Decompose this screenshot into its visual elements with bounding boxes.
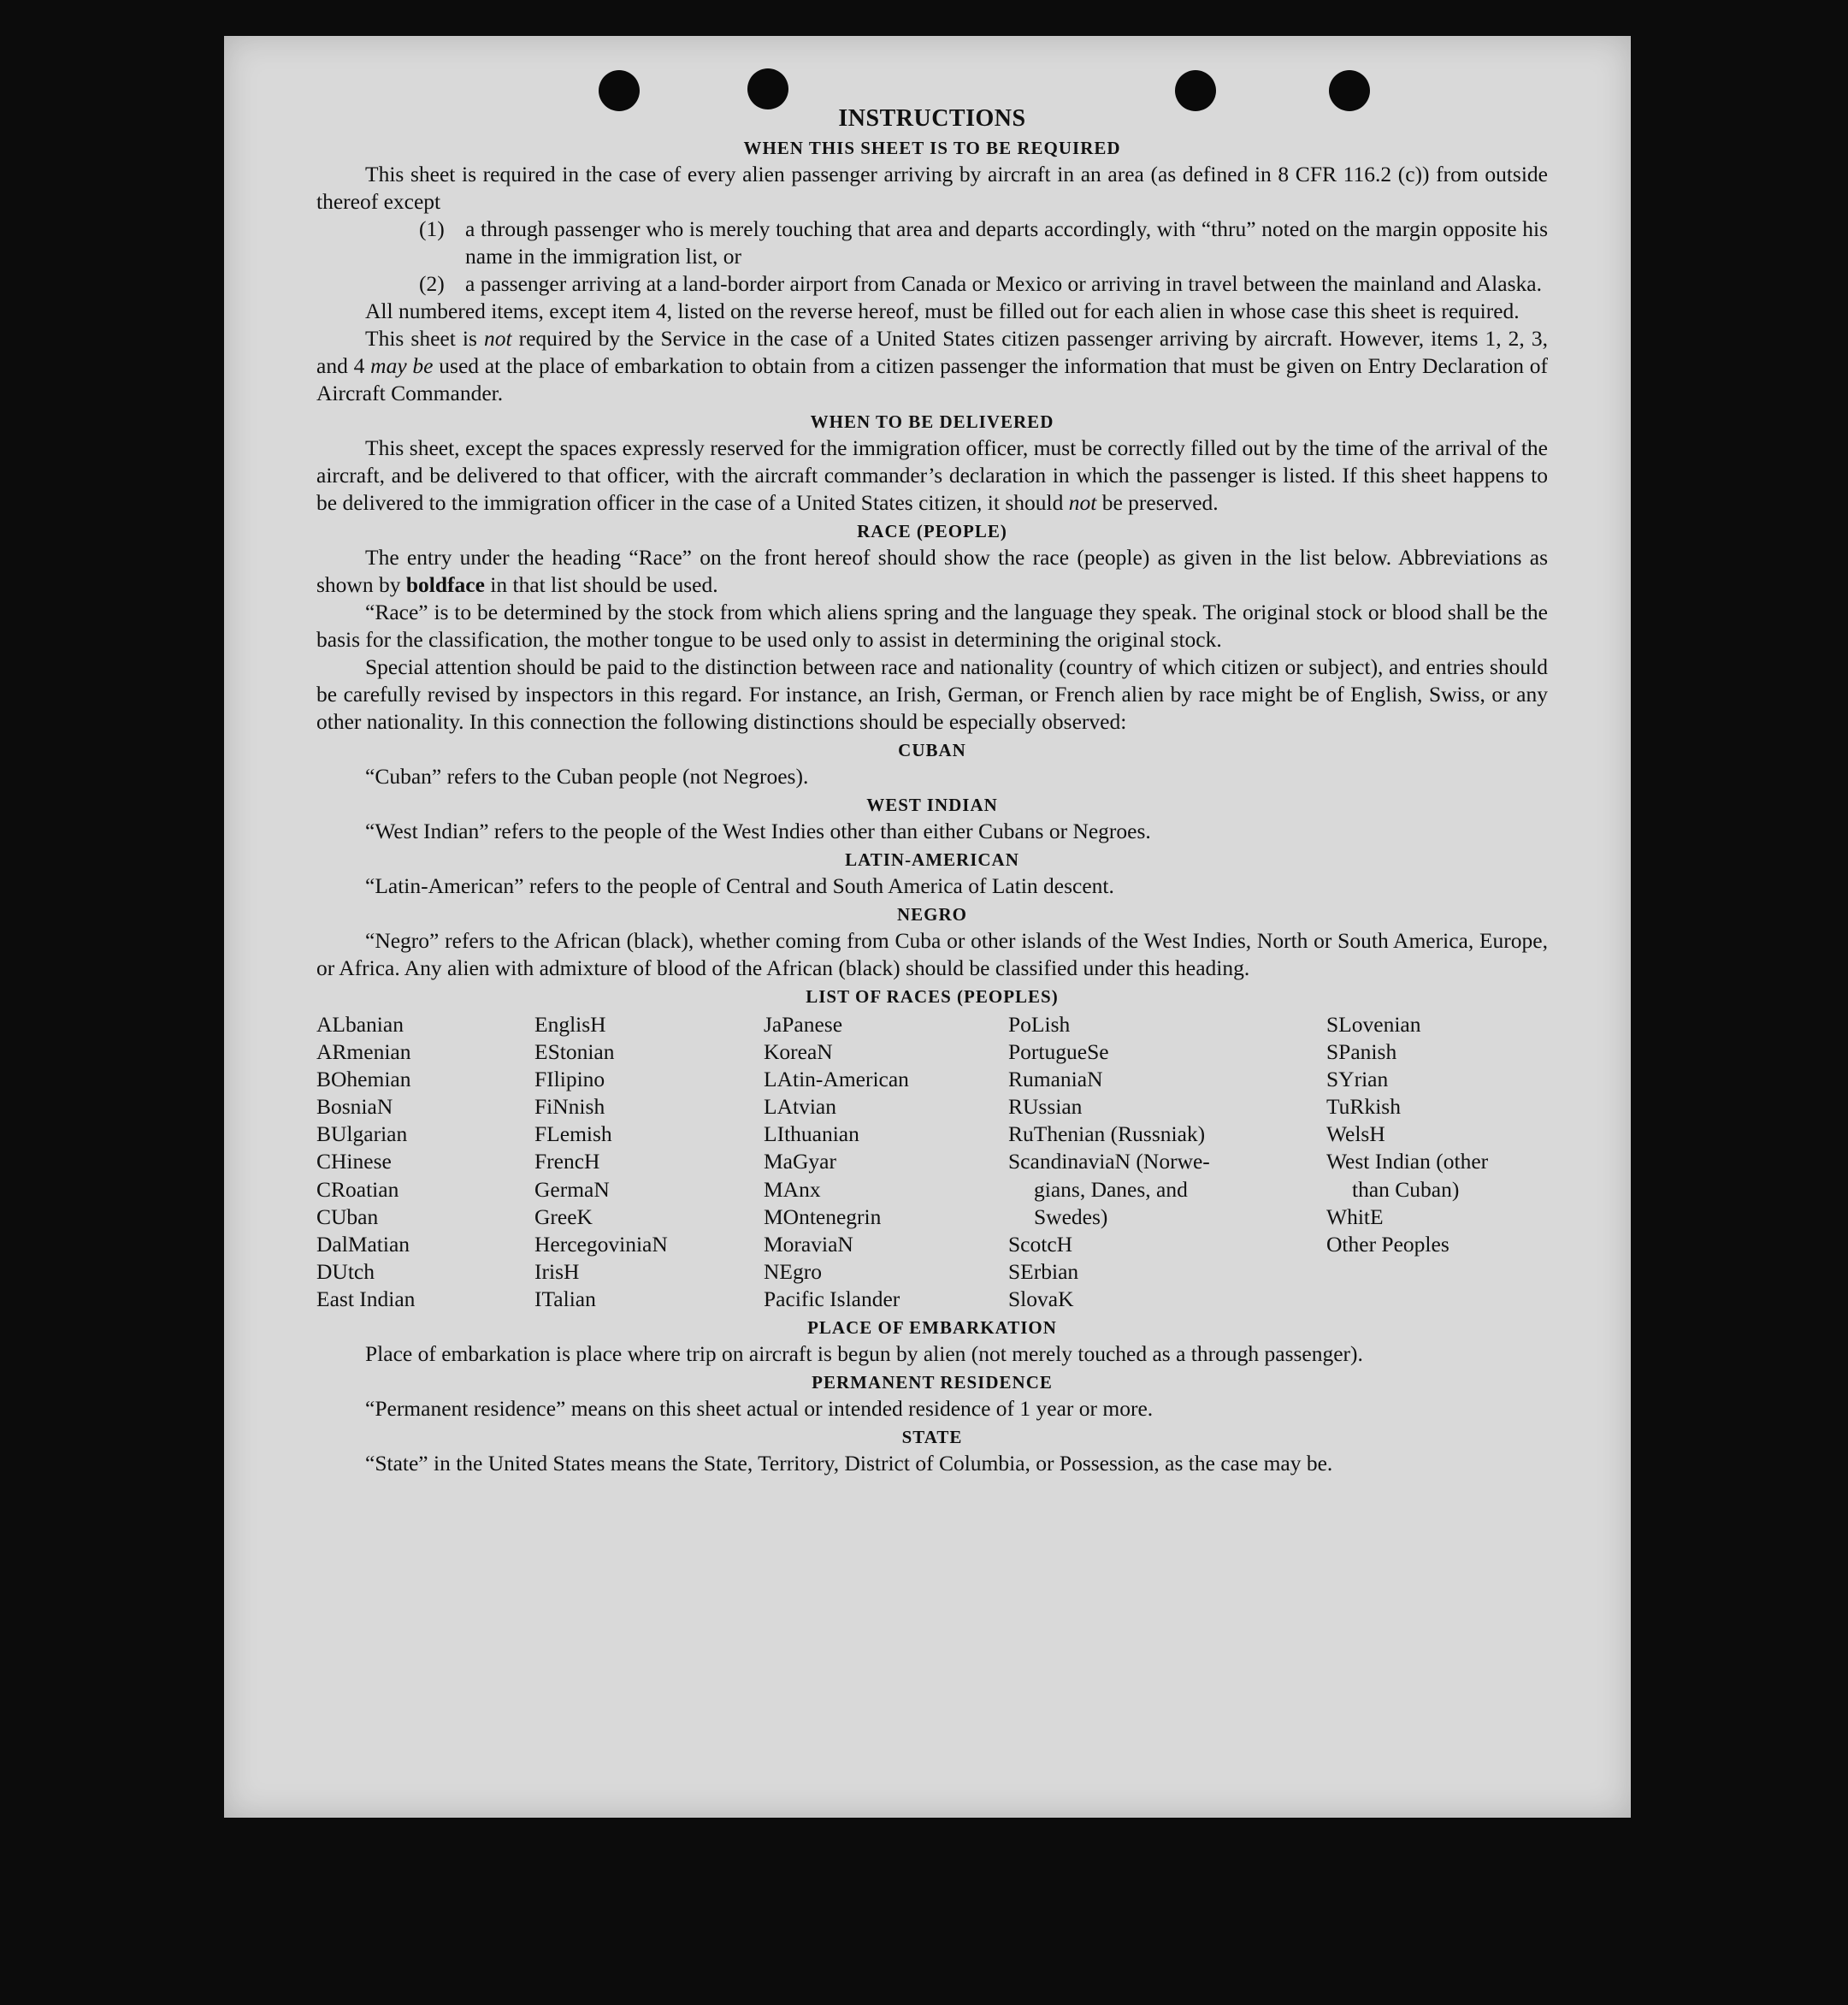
race-item: CRoatian — [316, 1176, 399, 1202]
race-item: than Cuban) — [1352, 1176, 1460, 1202]
section-heading: LATIN-AMERICAN — [845, 849, 1019, 870]
section-heading: WEST INDIAN — [866, 795, 998, 815]
race-column — [1326, 1011, 1548, 1313]
section-heading: WHEN TO BE DELIVERED — [810, 411, 1054, 432]
paragraph: This sheet, except the spaces expressly reserved for the immigration officer, must be correctly filled out by the time of the arrival of the aircraft, and be delivered to that officer, with the aircraft commander’s declaration in which the passenger is listed. If this sheet happens to be delivered to the immigration officer in the case of a United States citizen, it should not be preserved. — [316, 435, 1548, 515]
race-item: IrisH — [534, 1258, 580, 1284]
race-item: FIlipino — [534, 1067, 605, 1092]
race-item: Pacific Islander — [764, 1286, 900, 1311]
race-item: JaPanese — [764, 1012, 843, 1037]
race-item: WhitE — [1326, 1204, 1384, 1229]
paragraph: The entry under the heading “Race” on the front hereof should show the race (people) as given in the list below. Abbreviations as shown by boldface in that list should be used. — [316, 545, 1548, 597]
race-item: CHinese — [316, 1149, 392, 1174]
exception-number: (1) — [419, 216, 445, 241]
race-column — [316, 1011, 534, 1313]
race-item: gians, Danes, and — [1034, 1176, 1188, 1202]
section-heading: STATE — [901, 1427, 963, 1448]
race-item: LAtin-American — [764, 1067, 909, 1092]
exception-number: (2) — [419, 271, 445, 296]
race-item: East Indian — [316, 1286, 416, 1311]
paragraph: “Cuban” refers to the Cuban people (not Negroes). — [365, 764, 809, 789]
race-item: West Indian (other — [1326, 1149, 1489, 1174]
section-heading: CUBAN — [898, 740, 966, 760]
section-heading: PLACE OF EMBARKATION — [807, 1317, 1057, 1339]
race-item: EnglisH — [534, 1012, 606, 1037]
race-item: HercegoviniaN — [534, 1231, 668, 1257]
race-item: EStonian — [534, 1039, 615, 1065]
paragraph: “Permanent residence” means on this sheet actual or intended residence of 1 year or more. — [365, 1396, 1154, 1422]
race-item: MaGyar — [764, 1149, 836, 1174]
race-item: GreeK — [534, 1204, 593, 1229]
paragraph: “Race” is to be determined by the stock from which aliens spring and the language they speak. The original stock or blood shall be the basis for the classification, the mother tongue to be used only to assist in determining the original stock. — [316, 600, 1548, 652]
race-item: ITalian — [534, 1286, 596, 1311]
race-item: BOhemian — [316, 1067, 411, 1092]
race-item: SErbian — [1008, 1258, 1079, 1284]
race-item: MoraviaN — [764, 1231, 853, 1257]
exception-text: a passenger arriving at a land-border airport from Canada or Mexico or arriving in travel between the mainland and Alaska. — [465, 271, 1542, 296]
race-item: LAtvian — [764, 1094, 836, 1120]
race-item: PoLish — [1008, 1012, 1071, 1037]
document-page — [224, 36, 1631, 1818]
race-item: Swedes) — [1034, 1204, 1108, 1229]
race-item: KoreaN — [764, 1039, 833, 1065]
exception-item — [316, 270, 1548, 298]
race-item: MOntenegrin — [764, 1204, 882, 1229]
race-item: SLovenian — [1326, 1012, 1421, 1037]
race-item: GermaN — [534, 1176, 610, 1202]
race-item: BosniaN — [316, 1094, 393, 1120]
race-item: FLemish — [534, 1121, 612, 1147]
paragraph: Special attention should be paid to the distinction between race and nationality (country of which citizen or subject), and entries should be carefully revised by inspectors in this regard. For instance, an Irish, German, or French alien by race might be of English, Swiss, or any other nationality. In this connection the following distinctions should be especially observed: — [316, 654, 1548, 734]
race-column — [764, 1011, 1008, 1313]
paragraph: All numbered items, except item 4, listed on the reverse hereof, must be filled out for each alien in whose case this sheet is required. — [365, 299, 1520, 323]
exception-item — [316, 216, 1548, 270]
paragraph: This sheet is required in the case of every alien passenger arriving by aircraft in an area (as defined in 8 CFR 116.2 (c)) from outside thereof except — [316, 162, 1548, 214]
race-item: CUban — [316, 1204, 379, 1229]
race-item: ScotcH — [1008, 1231, 1073, 1257]
race-item: PortugueSe — [1008, 1039, 1109, 1065]
section-heading: PERMANENT RESIDENCE — [812, 1372, 1053, 1393]
race-item: Other Peoples — [1326, 1231, 1449, 1257]
section-heading: WHEN THIS SHEET IS TO BE REQUIRED — [743, 138, 1121, 158]
page-title: INSTRUCTIONS — [838, 105, 1026, 132]
race-item: FrencH — [534, 1149, 600, 1174]
punch-hole — [747, 68, 788, 109]
section-heading: RACE (PEOPLE) — [857, 521, 1007, 541]
race-item: SPanish — [1326, 1039, 1397, 1065]
paragraph: Place of embarkation is place where trip on aircraft is begun by alien (not merely touched as a through passenger). — [365, 1341, 1363, 1367]
exception-text: a through passenger who is merely touching that area and departs accordingly, with “thru” noted on the margin opposite his name in the immigration list, or — [465, 216, 1548, 269]
race-item: RumaniaN — [1008, 1067, 1103, 1092]
race-item: FiNnish — [534, 1094, 605, 1120]
race-item: LIthuanian — [764, 1121, 859, 1147]
race-item: RUssian — [1008, 1094, 1083, 1120]
paragraph: “Latin-American” refers to the people of Central and South America of Latin descent. — [365, 873, 1114, 898]
race-item: WelsH — [1326, 1121, 1385, 1147]
race-item: TuRkish — [1326, 1094, 1401, 1120]
race-item: DUtch — [316, 1258, 375, 1284]
instructions-body — [316, 104, 1548, 1477]
race-item: SYrian — [1326, 1067, 1389, 1092]
paragraph: “State” in the United States means the State, Territory, District of Columbia, or Possession, as the case may be. — [365, 1451, 1333, 1476]
race-column — [1008, 1011, 1326, 1313]
paragraph: This sheet is not required by the Service in the case of a United States citizen passenger arriving by aircraft. However, items 1, 2, 3, and 4 may be used at the place of embarkation to obtain from a citizen passenger the information that must be given on Entry Declaration of Aircraft Commander. — [316, 326, 1548, 405]
paragraph: “Negro” refers to the African (black), whether coming from Cuba or other islands of the West Indies, North or South America, Europe, or Africa. Any alien with admixture of blood of the African (black) should be classified under this heading. — [316, 928, 1548, 980]
race-item: DalMatian — [316, 1231, 410, 1257]
race-item: BUlgarian — [316, 1121, 408, 1147]
section-heading: NEGRO — [896, 904, 967, 925]
race-item: ARmenian — [316, 1039, 411, 1065]
race-item: ScandinaviaN (Norwe- — [1008, 1149, 1210, 1174]
race-item: SlovaK — [1008, 1286, 1074, 1311]
race-item: ALbanian — [316, 1012, 404, 1037]
race-item: MAnx — [764, 1176, 821, 1202]
race-item: NEgro — [764, 1258, 822, 1284]
race-item: RuThenian (Russniak) — [1008, 1121, 1206, 1147]
paragraph: “West Indian” refers to the people of the West Indies other than either Cubans or Negroes. — [365, 819, 1151, 843]
race-list — [316, 1011, 1548, 1313]
race-column — [534, 1011, 764, 1313]
section-heading: LIST OF RACES (PEOPLES) — [806, 986, 1059, 1007]
